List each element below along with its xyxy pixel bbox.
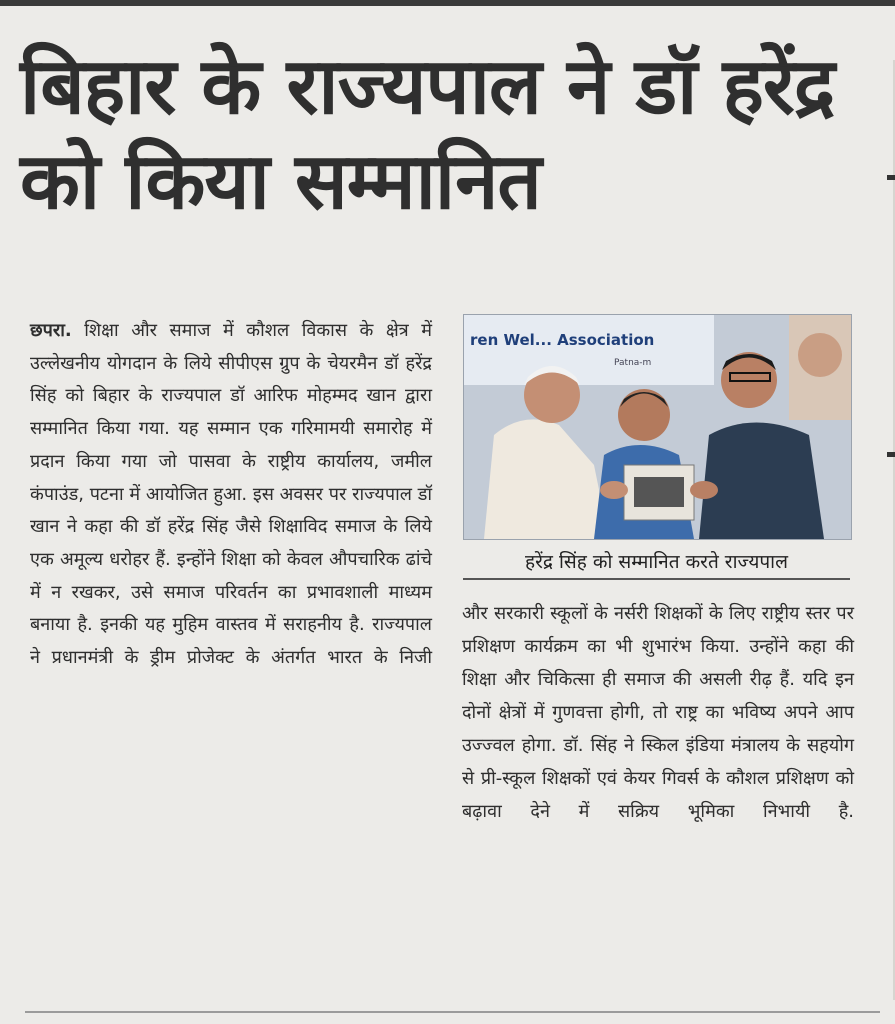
headline: बिहार के राज्यपाल ने डॉ हरेंद्र को किया सम्मानित [20, 42, 835, 227]
dateline: छपरा. [30, 320, 72, 341]
banner-text: ren Wel... Association [470, 331, 655, 349]
photo-caption: हरेंद्र सिंह को सम्मानित करते राज्यपाल [463, 546, 850, 580]
news-photo [463, 314, 852, 540]
banner-subtext: Patna-m [614, 358, 652, 368]
article-body-left [30, 315, 432, 675]
body-text-left: शिक्षा और समाज में कौशल विकास के क्षेत्र में उल्लेखनीय योगदान के लिये सीपीएस ग्रुप के चेयरमैन डॉ हरेंद्र सिंह को बिहार के राज्यपाल डॉ आरिफ मोहम्मद खान द्वारा सम्मानित किया गया. यह सम्मान एक गरिमामयी समारोह में प्रदान किया गया जो पासवा के राष्ट्रीय कार्यालय, जमील कंपाउंड, पटना में आयोजित हुआ. इस अवसर पर राज्यपाल डॉ खान ने कहा की डॉ हरेंद्र सिंह जैसे शिक्षाविद समाज के लिये एक अमूल्य धरोहर हैं. इन्होंने शिक्षा को केवल औपचारिक ढांचे में न रखकर, उसे समाज परिवर्तन का प्रभावशाली माध्यम बनाया है. इनकी यह मुहिम वास्तव में सराहनीय है. राज्यपाल ने प्रधानमंत्री के ड्रीम प्रोजेक्ट के अंतर्गत भारत के निजी [30, 320, 432, 669]
article-body-right [462, 597, 854, 828]
bottom-rule [25, 1011, 880, 1013]
top-border [0, 0, 895, 6]
body-text-right: और सरकारी स्कूलों के नर्सरी शिक्षकों के लिए राष्ट्रीय स्तर पर प्रशिक्षण कार्यक्रम का भी शुभारंभ किया. उन्होंने कहा की शिक्षा और चिकित्सा ही समाज की असली रीढ़ हैं. यदि इन दोनों क्षेत्रों में गुणवत्ता होगी, तो राष्ट्र का भविष्य अपने आप उज्ज्वल होगा. डॉ. सिंह ने स्किल इंडिया मंत्रालय के सहयोग से प्री-स्कूल शिक्षकों एवं केयर गिवर्स के कौशल प्रशिक्षण को बढ़ावा देने में सक्रिय भूमिका निभायी है. [462, 603, 854, 822]
edge-mark [887, 452, 895, 457]
edge-mark [887, 175, 895, 180]
